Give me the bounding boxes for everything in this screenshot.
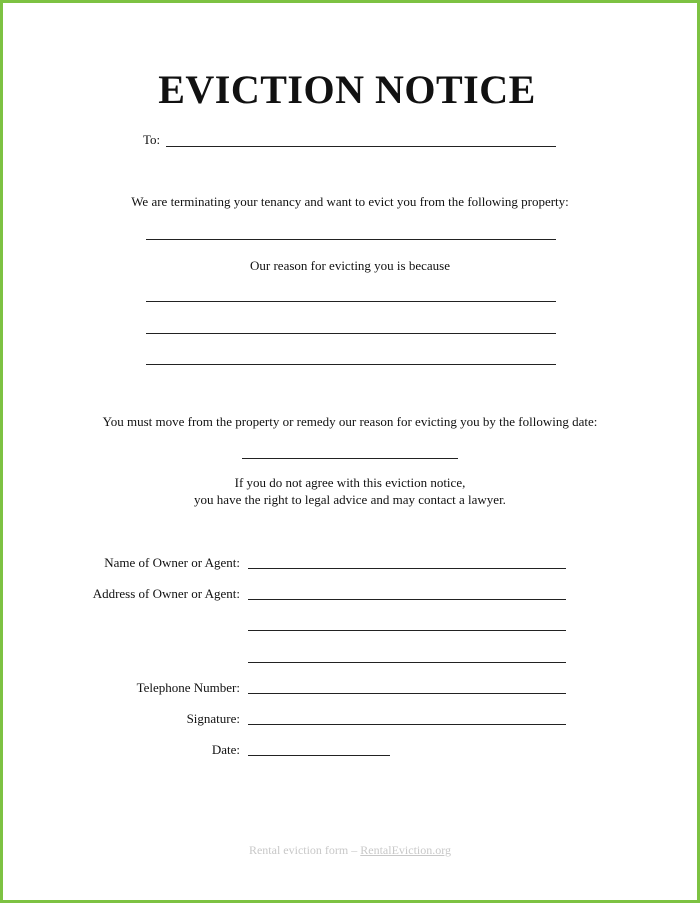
to-label: To:	[143, 132, 161, 147]
owner-address-blank-line-1[interactable]	[248, 599, 566, 600]
owner-name-label: Name of Owner or Agent:	[104, 555, 240, 570]
document-title: EVICTION NOTICE	[158, 67, 536, 112]
disagree-text-line-2: you have the right to legal advice and may contact a lawyer.	[194, 492, 506, 507]
reason-blank-line-1[interactable]	[146, 301, 556, 302]
date-label: Date:	[211, 742, 240, 757]
owner-name-blank-line[interactable]	[248, 568, 566, 569]
signature-label: Signature:	[186, 711, 240, 726]
reason-text: Our reason for evicting you is because	[250, 258, 450, 273]
disagree-text-line-1: If you do not agree with this eviction notice,	[234, 475, 466, 490]
move-text: You must move from the property or remedy our reason for evicting you by the following date:	[102, 414, 598, 429]
reason-blank-line-3[interactable]	[146, 364, 556, 365]
signature-blank-line[interactable]	[248, 724, 566, 725]
telephone-label: Telephone Number:	[136, 680, 240, 695]
to-blank-line[interactable]	[166, 146, 556, 147]
terminating-text: We are terminating your tenancy and want to evict you from the following property:	[131, 194, 569, 209]
date-blank-line[interactable]	[248, 755, 390, 756]
footer	[0, 843, 700, 858]
move-date-blank-line[interactable]	[242, 458, 458, 459]
footer-prefix: Rental eviction form –	[248, 843, 361, 857]
property-blank-line[interactable]	[146, 239, 556, 240]
footer-link[interactable]: RentalEviction.org	[360, 843, 452, 857]
owner-address-blank-line-3[interactable]	[248, 662, 566, 663]
telephone-blank-line[interactable]	[248, 693, 566, 694]
owner-address-label: Address of Owner or Agent:	[92, 586, 240, 601]
owner-address-blank-line-2[interactable]	[248, 630, 566, 631]
reason-blank-line-2[interactable]	[146, 333, 556, 334]
